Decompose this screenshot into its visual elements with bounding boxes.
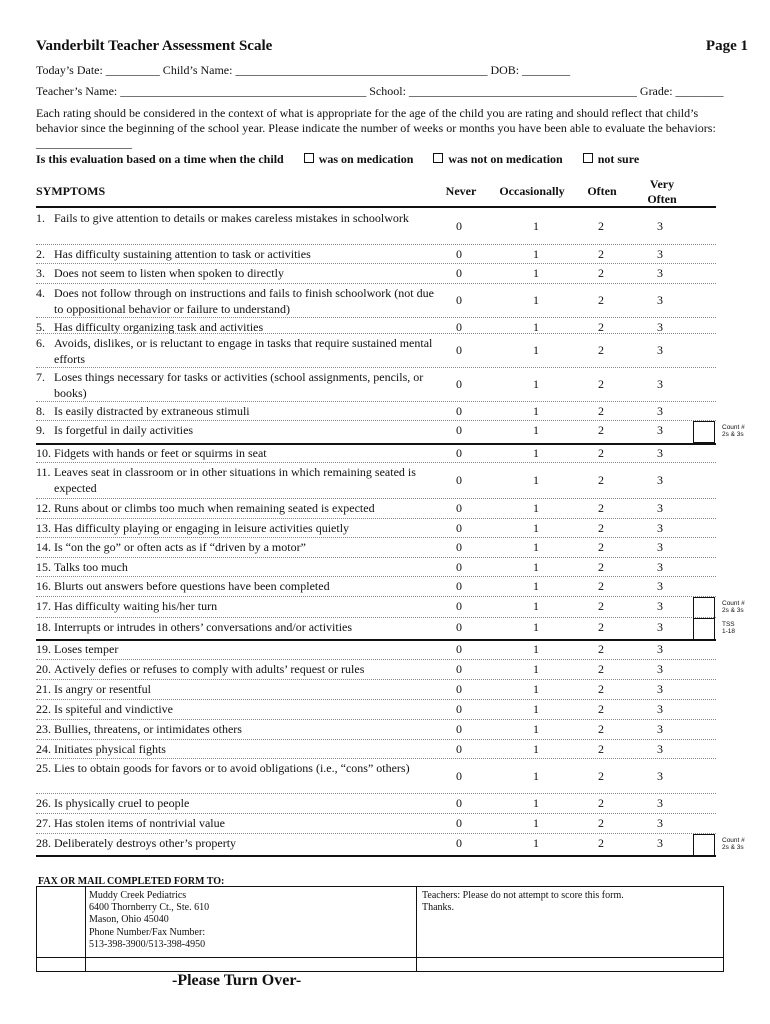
score-option-2[interactable]: 2 (598, 642, 604, 656)
symptom-description: Is forgetful in daily activities (54, 423, 194, 437)
table-row (36, 740, 716, 759)
note-line: Teachers: Please do not attempt to score this form. (422, 890, 624, 901)
score-option-3[interactable]: 3 (657, 579, 663, 593)
symptom-text (36, 835, 446, 851)
score-option-3[interactable]: 3 (657, 662, 663, 676)
table-row (36, 680, 716, 700)
symptom-number: 13. (36, 521, 51, 535)
symptom-description: Runs about or climbs too much when remaining seated is expected (54, 501, 375, 515)
score-label-line: Count # (722, 424, 745, 431)
fax-table (36, 886, 724, 972)
symptom-text (36, 578, 446, 594)
score-option-3[interactable]: 3 (657, 377, 663, 391)
score-option-3[interactable]: 3 (657, 560, 663, 574)
symptom-description: Is physically cruel to people (54, 796, 190, 810)
symptom-description: Deliberately destroys other’s property (54, 836, 237, 850)
score-option-2[interactable]: 2 (598, 247, 604, 261)
table-row (36, 618, 716, 640)
symptom-description: Lies to obtain goods for favors or to avoid obligations (i.e., “cons” others) (54, 761, 410, 775)
score-option-1[interactable]: 1 (533, 662, 539, 676)
symptom-text (36, 265, 446, 281)
score-option-3[interactable]: 3 (657, 742, 663, 756)
table-row (36, 463, 716, 499)
symptom-text (36, 445, 446, 461)
evaluation-question-text: Is this evaluation based on a time when the child (36, 152, 284, 166)
score-option-3[interactable]: 3 (657, 768, 663, 783)
address-line: Muddy Creek Pediatrics (89, 890, 187, 901)
score-option-2[interactable]: 2 (598, 722, 604, 736)
table-row (36, 558, 716, 577)
score-option-3[interactable]: 3 (657, 642, 663, 656)
table-row (36, 814, 716, 834)
symptom-description: Is “on the go” or often acts as if “driven by a motor” (54, 540, 306, 554)
table-row (36, 660, 716, 680)
score-option-2[interactable]: 2 (598, 501, 604, 515)
note-line: Thanks. (422, 902, 454, 914)
score-option-3[interactable]: 3 (657, 343, 663, 357)
score-option-3[interactable]: 3 (657, 320, 663, 334)
symptom-number: 6. (36, 336, 45, 350)
symptom-description: Is spiteful and vindictive (54, 702, 173, 716)
score-option-2[interactable]: 2 (598, 768, 604, 783)
score-option-2[interactable]: 2 (598, 446, 604, 460)
table-row (36, 538, 716, 558)
symptom-text (36, 598, 446, 614)
table-row (36, 499, 716, 519)
score-option-2[interactable]: 2 (598, 662, 604, 676)
symptom-text (36, 539, 446, 555)
score-option-3[interactable]: 3 (657, 540, 663, 554)
address-line: Phone Number/Fax Number: (89, 926, 206, 938)
symptom-text (36, 815, 446, 831)
fax-address (89, 890, 209, 951)
score-option-2[interactable]: 2 (598, 540, 604, 554)
score-option-0[interactable]: 0 (456, 836, 462, 850)
score-option-3[interactable]: 3 (657, 599, 663, 613)
symptom-description: Actively defies or refuses to comply with adults’ request or rules (54, 662, 365, 676)
symptom-text (36, 795, 446, 811)
score-option-1[interactable]: 1 (533, 377, 539, 391)
page-number: Page 1 (705, 38, 748, 54)
score-box[interactable] (693, 618, 715, 640)
score-option-2[interactable]: 2 (598, 816, 604, 830)
symptom-number: 7. (36, 370, 45, 384)
fax-title: FAX OR MAIL COMPLETED FORM TO: (38, 876, 225, 887)
symptom-text (36, 369, 446, 401)
fax-bottom-rule (37, 957, 723, 958)
symptom-number: 11. (36, 465, 51, 479)
score-box[interactable] (693, 421, 715, 443)
symptom-text (36, 741, 446, 757)
col-never: Never (445, 184, 477, 198)
table-row (36, 597, 716, 618)
col-often: Often (587, 184, 617, 198)
score-box[interactable] (693, 597, 715, 619)
symptom-number: 4. (36, 286, 45, 300)
symptom-text (36, 403, 446, 419)
score-option-0[interactable]: 0 (456, 377, 462, 391)
symptom-number: 17. (36, 599, 51, 613)
score-option-3[interactable]: 3 (657, 620, 663, 634)
score-option-2[interactable]: 2 (598, 423, 604, 437)
symptom-description: Has difficulty playing or engaging in leisure activities quietly (54, 521, 350, 535)
score-option-1[interactable]: 1 (533, 293, 539, 307)
score-option-3[interactable]: 3 (657, 521, 663, 535)
address-line: Mason, Ohio 45040 (89, 914, 169, 926)
score-option-2[interactable]: 2 (598, 404, 604, 418)
symptom-text (36, 285, 446, 317)
score-box[interactable] (693, 834, 715, 856)
score-option-1[interactable]: 1 (533, 219, 539, 233)
symptom-description: Avoids, dislikes, or is reluctant to engage in tasks that require sustained mental efforts (54, 336, 433, 366)
symptom-description: Fidgets with hands or feet or squirms in seat (54, 446, 267, 460)
score-label-line: 2s & 3s (722, 431, 744, 438)
score-box-label (722, 600, 745, 614)
option-not-on-medication[interactable] (433, 152, 562, 167)
symptom-text (36, 619, 446, 635)
score-option-0[interactable]: 0 (456, 247, 462, 261)
table-row (36, 640, 716, 660)
score-option-1[interactable]: 1 (533, 702, 539, 716)
score-option-0[interactable]: 0 (456, 768, 462, 783)
score-option-0[interactable]: 0 (456, 702, 462, 716)
table-row (36, 264, 716, 284)
symptom-description: Leaves seat in classroom or in other situations in which remaining seated is expected (54, 465, 416, 495)
score-option-3[interactable]: 3 (657, 816, 663, 830)
symptom-number: 22. (36, 702, 51, 716)
instructions-paragraph: Each rating should be considered in the context of what is appropriate for the age of the child you are rating and should reflect that child’s behavior since the beginning of the school year. Please indicate the number of weeks or months you have been able to evaluate the behaviors: ________________ (36, 106, 716, 150)
col-occasionally: Occasionally (499, 184, 565, 198)
table-row (36, 759, 716, 794)
score-option-3[interactable]: 3 (657, 702, 663, 716)
symptom-number: 24. (36, 742, 51, 756)
symptom-text (36, 500, 446, 516)
symptom-description: Bullies, threatens, or intimidates others (54, 722, 242, 736)
col-very-often: Very Often (647, 177, 677, 206)
score-option-1[interactable]: 1 (533, 247, 539, 261)
symptom-number: 9. (36, 423, 45, 437)
checkbox-icon[interactable] (433, 153, 443, 163)
table-row (36, 209, 716, 245)
score-option-1[interactable]: 1 (533, 642, 539, 656)
score-option-2[interactable]: 2 (598, 836, 604, 850)
fax-table-spacer (37, 887, 86, 971)
symptom-description: Is easily distracted by extraneous stimuli (54, 404, 250, 418)
symptom-number: 27. (36, 816, 51, 830)
table-row (36, 245, 716, 264)
score-option-0[interactable]: 0 (456, 599, 462, 613)
score-option-3[interactable]: 3 (657, 219, 663, 233)
score-box-label (722, 621, 735, 635)
score-option-0[interactable]: 0 (456, 742, 462, 756)
score-option-1[interactable]: 1 (533, 816, 539, 830)
score-option-1[interactable]: 1 (533, 473, 539, 487)
symptom-text (36, 681, 446, 697)
symptom-number: 15. (36, 560, 51, 574)
symptom-number: 28. (36, 836, 51, 850)
score-option-2[interactable]: 2 (598, 742, 604, 756)
symptom-number: 25. (36, 761, 51, 775)
score-option-0[interactable]: 0 (456, 560, 462, 574)
table-row (36, 284, 716, 318)
symptom-number: 16. (36, 579, 51, 593)
table-row (36, 577, 716, 597)
table-row (36, 834, 716, 856)
section-rule (36, 855, 716, 857)
symptom-text (36, 721, 446, 737)
score-option-0[interactable]: 0 (456, 620, 462, 634)
symptom-number: 1. (36, 211, 45, 225)
score-option-3[interactable]: 3 (657, 247, 663, 261)
score-option-0[interactable]: 0 (456, 796, 462, 810)
symptom-description: Does not seem to listen when spoken to directly (54, 266, 284, 280)
score-box-label (722, 424, 745, 438)
symptom-number: 12. (36, 501, 51, 515)
score-option-1[interactable]: 1 (533, 560, 539, 574)
score-option-2[interactable]: 2 (598, 266, 604, 280)
score-box-label (722, 837, 745, 851)
symptom-description: Has stolen items of nontrivial value (54, 816, 225, 830)
score-label-line: Count # (722, 600, 745, 607)
table-row (36, 444, 716, 463)
score-label-line: TSS (722, 621, 735, 628)
checkbox-icon[interactable] (583, 153, 593, 163)
option-on-medication-label: was on medication (318, 152, 414, 166)
score-option-0[interactable]: 0 (456, 343, 462, 357)
symptom-number: 8. (36, 404, 45, 418)
score-option-0[interactable]: 0 (456, 722, 462, 736)
table-row (36, 794, 716, 814)
symptom-number: 18. (36, 620, 51, 634)
score-label-line: 2s & 3s (722, 844, 744, 851)
score-option-1[interactable]: 1 (533, 266, 539, 280)
symptom-description: Loses things necessary for tasks or activities (school assignments, pencils, or books) (54, 370, 424, 400)
score-option-1[interactable]: 1 (533, 320, 539, 334)
option-on-medication[interactable] (304, 152, 414, 167)
score-label-line: 2s & 3s (722, 607, 744, 614)
score-option-1[interactable]: 1 (533, 501, 539, 515)
score-option-0[interactable]: 0 (456, 501, 462, 515)
score-option-2[interactable]: 2 (598, 473, 604, 487)
score-option-2[interactable]: 2 (598, 599, 604, 613)
score-option-0[interactable]: 0 (456, 540, 462, 554)
score-option-2[interactable]: 2 (598, 579, 604, 593)
symptom-number: 26. (36, 796, 51, 810)
symptom-text (36, 559, 446, 575)
score-option-0[interactable]: 0 (456, 293, 462, 307)
symptom-text (36, 520, 446, 536)
score-option-1[interactable]: 1 (533, 742, 539, 756)
score-option-0[interactable]: 0 (456, 266, 462, 280)
symptom-description: Loses temper (54, 642, 119, 656)
score-option-0[interactable]: 0 (456, 446, 462, 460)
symptom-text (36, 210, 446, 226)
score-option-0[interactable]: 0 (456, 682, 462, 696)
score-label-line: Count # (722, 837, 745, 844)
score-option-2[interactable]: 2 (598, 682, 604, 696)
symptom-text (36, 246, 446, 262)
symptom-description: Has difficulty organizing task and activities (54, 320, 264, 334)
symptom-number: 19. (36, 642, 51, 656)
score-option-1[interactable]: 1 (533, 579, 539, 593)
score-option-1[interactable]: 1 (533, 540, 539, 554)
symptom-number: 5. (36, 320, 45, 334)
score-option-0[interactable]: 0 (456, 320, 462, 334)
score-option-3[interactable]: 3 (657, 423, 663, 437)
header-rule (36, 206, 716, 208)
symptom-text (36, 701, 446, 717)
score-option-1[interactable]: 1 (533, 620, 539, 634)
score-option-0[interactable]: 0 (456, 473, 462, 487)
score-option-3[interactable]: 3 (657, 473, 663, 487)
symptom-number: 3. (36, 266, 45, 280)
col-symptoms: SYMPTOMS (36, 184, 106, 198)
score-option-1[interactable]: 1 (533, 682, 539, 696)
score-option-2[interactable]: 2 (598, 521, 604, 535)
symptom-number: 14. (36, 540, 51, 554)
score-option-0[interactable]: 0 (456, 521, 462, 535)
score-option-3[interactable]: 3 (657, 293, 663, 307)
option-not-on-medication-label: was not on medication (448, 152, 563, 166)
table-row (36, 519, 716, 538)
symptom-number: 2. (36, 247, 45, 261)
symptom-number: 21. (36, 682, 51, 696)
symptom-description: Interrupts or intrudes in others’ conversations and/or activities (54, 620, 353, 634)
teacher-school-grade-line: Teacher’s Name: _________________________________________ School: ______________________________________ Grade: ________ (36, 84, 724, 98)
score-label-line: 1-18 (722, 628, 736, 635)
symptom-description: Blurts out answers before questions have been completed (54, 579, 330, 593)
score-option-3[interactable]: 3 (657, 722, 663, 736)
score-option-3[interactable]: 3 (657, 682, 663, 696)
table-row (36, 402, 716, 421)
score-option-0[interactable]: 0 (456, 579, 462, 593)
score-option-0[interactable]: 0 (456, 219, 462, 233)
score-option-2[interactable]: 2 (598, 377, 604, 391)
score-option-3[interactable]: 3 (657, 796, 663, 810)
symptom-description: Talks too much (54, 560, 128, 574)
symptom-text (36, 335, 446, 367)
symptom-description: Is angry or resentful (54, 682, 151, 696)
turn-over-text: -Please Turn Over- (172, 972, 302, 989)
fax-divider (416, 887, 417, 971)
score-option-2[interactable]: 2 (598, 293, 604, 307)
table-row (36, 318, 716, 334)
score-option-2[interactable]: 2 (598, 343, 604, 357)
address-line: 6400 Thornberry Ct., Ste. 610 (89, 902, 210, 914)
symptom-description: Has difficulty waiting his/her turn (54, 599, 218, 613)
symptom-description: Does not follow through on instructions and fails to finish schoolwork (not due to oppositional behavior or failure to understand) (54, 286, 434, 316)
symptom-number: 23. (36, 722, 51, 736)
score-option-3[interactable]: 3 (657, 446, 663, 460)
checkbox-icon[interactable] (304, 153, 314, 163)
table-row (36, 368, 716, 402)
table-row (36, 421, 716, 444)
score-option-3[interactable]: 3 (657, 266, 663, 280)
symptom-number: 10. (36, 446, 51, 460)
symptom-description: Fails to give attention to details or makes careless mistakes in schoolwork (54, 211, 409, 225)
score-option-1[interactable]: 1 (533, 599, 539, 613)
score-option-0[interactable]: 0 (456, 404, 462, 418)
score-option-1[interactable]: 1 (533, 521, 539, 535)
address-line: 513-398-3900/513-398-4950 (89, 938, 206, 950)
score-option-1[interactable]: 1 (533, 722, 539, 736)
score-option-2[interactable]: 2 (598, 219, 604, 233)
symptom-description: Initiates physical fights (54, 742, 166, 756)
score-option-0[interactable]: 0 (456, 816, 462, 830)
score-option-0[interactable]: 0 (456, 642, 462, 656)
evaluation-question (36, 152, 639, 167)
table-row (36, 700, 716, 720)
score-option-3[interactable]: 3 (657, 404, 663, 418)
score-option-2[interactable]: 2 (598, 620, 604, 634)
score-option-1[interactable]: 1 (533, 768, 539, 783)
symptom-text (36, 661, 446, 677)
table-row (36, 720, 716, 740)
symptom-description: Has difficulty sustaining attention to task or activities (54, 247, 311, 261)
option-not-sure[interactable] (583, 152, 639, 167)
score-option-1[interactable]: 1 (533, 423, 539, 437)
symptom-text (36, 464, 446, 496)
symptom-text (36, 641, 446, 657)
teacher-note (422, 890, 624, 914)
score-option-2[interactable]: 2 (598, 702, 604, 716)
score-option-1[interactable]: 1 (533, 836, 539, 850)
score-option-1[interactable]: 1 (533, 446, 539, 460)
score-option-2[interactable]: 2 (598, 796, 604, 810)
score-option-3[interactable]: 3 (657, 836, 663, 850)
form-title: Vanderbilt Teacher Assessment Scale (36, 38, 273, 54)
table-row (36, 334, 716, 368)
score-option-2[interactable]: 2 (598, 560, 604, 574)
date-name-dob-line: Today’s Date: _________ Child’s Name: __________________________________________ DOB: ________ (36, 63, 571, 77)
score-option-2[interactable]: 2 (598, 320, 604, 334)
score-option-0[interactable]: 0 (456, 423, 462, 437)
score-option-1[interactable]: 1 (533, 343, 539, 357)
symptom-text (36, 760, 446, 776)
symptom-text (36, 422, 446, 438)
score-option-1[interactable]: 1 (533, 404, 539, 418)
score-option-3[interactable]: 3 (657, 501, 663, 515)
option-not-sure-label: not sure (597, 152, 640, 166)
score-option-1[interactable]: 1 (533, 796, 539, 810)
score-option-0[interactable]: 0 (456, 662, 462, 676)
symptom-number: 20. (36, 662, 51, 676)
